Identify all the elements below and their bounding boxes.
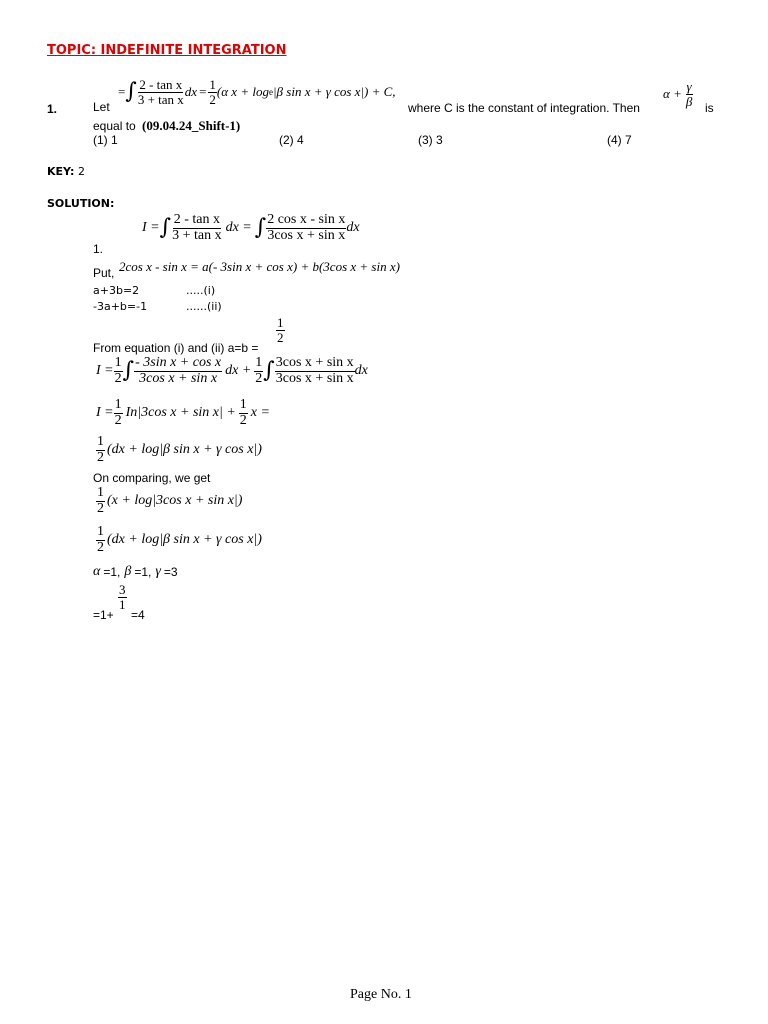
solution-line-6: $\frac{1}{2}$ (dx + log|β sin x + γ cos x|) — [97, 524, 262, 555]
solution-line-3: I = $\frac{1}{2}$ In|3cos x + sin x| + $\frac{1}{2}$ x = — [96, 397, 270, 428]
final-fraction: $\frac{3}{1}$ — [119, 582, 126, 612]
page-number: Page No. 1 — [350, 987, 412, 1002]
put-label: Put, — [93, 266, 115, 280]
solution-line-4: $\frac{1}{2}$ (dx + log|β sin x + γ cos x|) — [97, 434, 262, 465]
integrand-fraction: $\frac{\text{2 - tan x}}{\text{3 + tan x}}$ — [137, 77, 184, 107]
on-comparing: On comparing, we get — [93, 471, 211, 485]
solution-label: SOLUTION: — [47, 197, 115, 210]
equal-to: equal to (09.04.24_Shift-1) — [93, 118, 241, 133]
solution-step-number: 1. — [93, 242, 104, 256]
half-fraction: $\frac{1}{2}$ — [209, 77, 216, 107]
key-line: KEY: 2 — [47, 165, 85, 178]
from-equation: From equation (i) and (ii) a=b = — [93, 341, 259, 355]
put-equation: 2cos x - sin x = a(- 3sin x + cos x) + b(3cos x + sin x) — [119, 259, 400, 274]
integral-sign: ∫ — [125, 79, 137, 105]
option-1: (1) 1 — [93, 133, 118, 147]
question-code: (09.04.24_Shift-1) — [142, 118, 241, 133]
final-suffix: =4 — [131, 608, 145, 622]
option-2: (2) 4 — [279, 133, 304, 147]
equation-i-tag: .....(i) — [186, 284, 216, 297]
equation-ii-tag: ......(ii) — [186, 300, 222, 313]
question-equation: = ∫ $\frac{\text{2 - tan x}}{\text{3 + tan x}}$ dx = $\frac{1}{2}$ (α x + log e |β sin x + γ cos x|) + C, — [118, 77, 396, 107]
alpha-gamma-beta: α + $\frac{\gamma}{\beta}$ — [663, 79, 693, 109]
values-line: α =1, β =1, γ =3 — [93, 564, 178, 579]
solution-step-1: I = ∫ $\frac{\text{2 - tan x}}{\text{3 + tan x}}$ dx = ∫ $\frac{\text{2 cos x - sin x}}{\text{3cos x + sin x}}$ dx — [142, 212, 360, 243]
option-4: (4) 7 — [607, 133, 632, 147]
option-3: (3) 3 — [418, 133, 443, 147]
where-text: where C is the constant of integration. Then — [408, 101, 640, 115]
solution-line-5: $\frac{1}{2}$ (x + log|3cos x + sin x|) — [97, 485, 243, 516]
solution-line-2: I = $\frac{1}{2}$ ∫ $\frac{\text{- 3sin x + cos x}}{\text{3cos x + sin x}}$ dx + $\frac{1}{2}$ ∫ $\frac{\text{3cos x + sin x}}{\text{3cos x + sin x}}$ dx — [96, 355, 368, 386]
topic-title: TOPIC: INDEFINITE INTEGRATION — [47, 43, 287, 58]
ab-fraction: $\frac{1}{2}$ — [277, 315, 284, 345]
equation-ii: -3a+b=-1 — [93, 300, 148, 313]
final-prefix: =1+ — [93, 608, 114, 622]
gamma-over-beta: $\frac{\gamma}{\beta}$ — [685, 79, 693, 109]
question-number: 1. — [47, 102, 58, 116]
equation-i: a+3b=2 — [93, 284, 140, 297]
question-let: Let — [93, 100, 110, 114]
is-text: is — [705, 101, 714, 115]
